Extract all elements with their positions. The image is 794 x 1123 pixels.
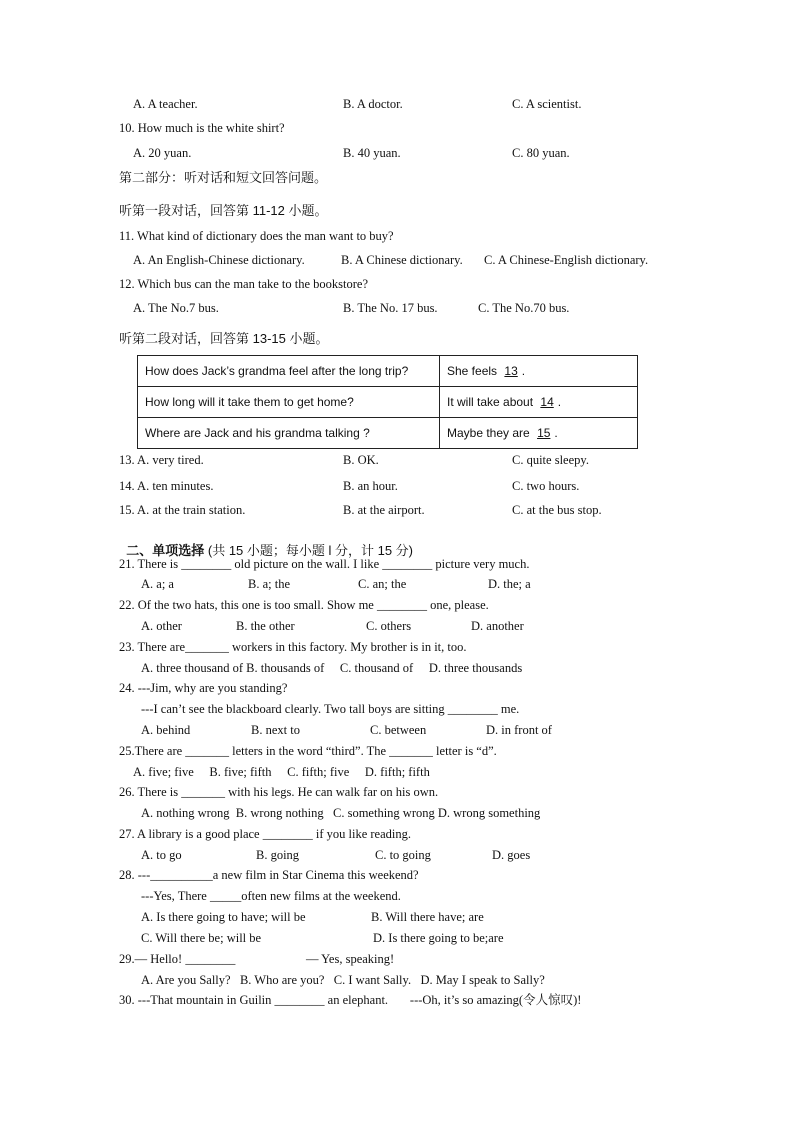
table-question: Where are Jack and his grandma talking ? (138, 418, 440, 449)
q28-option-c: C. Will there be; will be (141, 931, 262, 945)
q23-post: workers in this factory. My brother is in it, too. (228, 640, 467, 654)
q27-option-c: C. to going (375, 848, 431, 862)
q28-line2-post: often new films at the weekend. (241, 889, 401, 903)
q28-post: a new film in Star Cinema this weekend? (212, 868, 419, 882)
q27-option-a: A. to go (141, 848, 182, 862)
q10-option-c: C. 80 yuan. (512, 146, 570, 160)
section2-title: 二、单项选择 (126, 543, 205, 558)
q21-option-a: A. a; a (141, 577, 174, 591)
q26-stem (119, 784, 438, 800)
q22-option-c: C. others (366, 619, 412, 633)
table-row (138, 418, 638, 449)
q21-blank2: ________ (382, 557, 433, 571)
q25-stem (119, 743, 497, 759)
q30-stem (119, 992, 581, 1008)
q10-option-a: A. 20 yuan. (133, 146, 192, 160)
q15-option-c: C. at the bus stop. (512, 503, 602, 517)
q14-option-b: B. an hour. (343, 479, 398, 493)
q9-option-c: C. A scientist. (512, 97, 582, 111)
q29-stem (119, 951, 235, 967)
q22-post: one, please. (426, 598, 489, 612)
q27-pre: 27. A library is a good place (119, 827, 263, 841)
q10-stem: 10. How much is the white shirt? (119, 121, 285, 135)
q13-option-a: 13. A. very tired. (119, 453, 204, 467)
part2-title: 第二部分：听对话和短文回答问题。 (119, 170, 328, 185)
table-row (138, 356, 638, 387)
q13-option-c: C. quite sleepy. (512, 453, 589, 467)
q26-pre: 26. There is (119, 785, 182, 799)
q12-stem: 12. Which bus can the man take to the bookstore? (119, 277, 369, 291)
q12-option-a: A. The No.7 bus. (133, 301, 219, 315)
answer-text: Maybe they are (447, 426, 530, 440)
answer-text: She feels (447, 364, 498, 378)
q11-stem: 11. What kind of dictionary does the man want to buy? (119, 229, 394, 243)
table-answer (440, 387, 638, 418)
q24-line2-text: ---I can’t see the blackboard clearly. Two tall boys are sitting (141, 702, 448, 716)
q29-blank1: ________ (185, 952, 236, 966)
q25-blank1: _______ (185, 744, 230, 758)
q28-stem (119, 867, 419, 883)
q10-option-b: B. 40 yuan. (343, 146, 401, 160)
q27-blank1: ________ (262, 827, 313, 841)
q29-options: A. Are you Sally? B. Who are you? C. I want Sally. D. May I speak to Sally? (141, 973, 545, 987)
q21-mid: old picture on the wall. I like (231, 557, 383, 571)
q24-stem: 24. ---Jim, why are you standing? (119, 681, 288, 695)
q28-blank1: __________ (150, 868, 213, 882)
q21-blank1: ________ (181, 557, 232, 571)
q28-option-d: D. Is there going to be;are (373, 931, 504, 945)
section2-note: (共 15 小题；每小题 l 分，计 15 分) (207, 543, 414, 558)
q28-pre: 28. --- (119, 868, 151, 882)
answer-end: . (557, 395, 562, 409)
q25-blank2: _______ (389, 744, 433, 758)
q28-option-a: A. Is there going to have; will be (141, 910, 306, 924)
q28-blank2: _____ (209, 889, 242, 903)
q22-option-b: B. the other (236, 619, 295, 633)
q29-pre: 29.— Hello! (119, 952, 186, 966)
q27-post: if you like reading. (312, 827, 411, 841)
answer-end: . (554, 426, 558, 440)
q15-option-b: B. at the airport. (343, 503, 425, 517)
q24-line2 (141, 701, 519, 717)
answer-blank-15: 15 (537, 426, 551, 440)
q22-blank1: ________ (376, 598, 427, 612)
q25-options: A. five; five B. five; fifth C. fifth; five D. fifth; fifth (133, 765, 430, 779)
q27-option-b: B. going (256, 848, 300, 862)
q27-option-d: D. goes (492, 848, 531, 862)
q21-stem (119, 556, 529, 572)
q23-pre: 23. There are (119, 640, 186, 654)
q13-option-b: B. OK. (343, 453, 379, 467)
q30-post: an elephant. ---Oh, it’s so amazing(令人惊叹)! (324, 993, 582, 1007)
q26-post: with his legs. He can walk far on his own. (225, 785, 439, 799)
q21-option-c: C. an; the (358, 577, 407, 591)
q25-post: letter is “d”. (432, 744, 497, 758)
q28-line2-pre: ---Yes, There (141, 889, 210, 903)
table-answer (440, 418, 638, 449)
table-row (138, 387, 638, 418)
q24-blank1: ________ (447, 702, 498, 716)
q14-option-c: C. two hours. (512, 479, 580, 493)
listening-table (137, 355, 638, 449)
q21-post: picture very much. (432, 557, 530, 571)
dialog1-title: 听第一段对话，回答第 11-12 小题。 (119, 203, 328, 218)
q21-pre: 21. There is (119, 557, 182, 571)
q28-option-b: B. Will there have; are (371, 910, 484, 924)
q12-option-b: B. The No. 17 bus. (343, 301, 438, 315)
q25-pre: 25.There are (119, 744, 186, 758)
q27-stem (119, 826, 411, 842)
q14-option-a: 14. A. ten minutes. (119, 479, 214, 493)
answer-blank-14: 14 (540, 395, 554, 409)
q11-option-c: C. A Chinese-English dictionary. (484, 253, 649, 267)
q24-option-d: D. in front of (486, 723, 552, 737)
table-answer (440, 356, 638, 387)
q11-option-b: B. A Chinese dictionary. (341, 253, 463, 267)
q24-option-a: A. behind (141, 723, 191, 737)
q21-option-b: B. a; the (248, 577, 291, 591)
table-question: How long will it take them to get home? (138, 387, 440, 418)
q22-stem (119, 597, 489, 613)
answer-blank-13: 13 (504, 364, 518, 378)
q24-option-b: B. next to (251, 723, 300, 737)
q24-option-c: C. between (370, 723, 427, 737)
q29-reply: — Yes, speaking! (306, 952, 395, 966)
section2-heading (119, 527, 413, 559)
q11-option-a: A. An English-Chinese dictionary. (133, 253, 305, 267)
q22-option-a: A. other (141, 619, 182, 633)
q23-options: A. three thousand of B. thousands of C. thousand of D. three thousands (141, 661, 523, 675)
q26-options: A. nothing wrong B. wrong nothing C. something wrong D. wrong something (141, 806, 541, 820)
q9-option-a: A. A teacher. (133, 97, 198, 111)
answer-end: . (521, 364, 526, 378)
dialog2-title: 听第二段对话，回答第 13-15 小题。 (119, 331, 329, 346)
q23-blank1: _______ (185, 640, 229, 654)
q26-blank1: _______ (181, 785, 226, 799)
q28-line2 (141, 888, 401, 904)
q30-pre: 30. ---That mountain in Guilin (119, 993, 275, 1007)
q15-option-a: 15. A. at the train station. (119, 503, 246, 517)
q21-option-d: D. the; a (488, 577, 531, 591)
q30-blank1: ________ (274, 993, 325, 1007)
q22-pre: 22. Of the two hats, this one is too small. Show me (119, 598, 377, 612)
q9-option-b: B. A doctor. (343, 97, 403, 111)
table-question: How does Jack’s grandma feel after the long trip? (138, 356, 440, 387)
q12-option-c: C. The No.70 bus. (478, 301, 570, 315)
answer-text: It will take about (447, 395, 534, 409)
q23-stem (119, 639, 467, 655)
q25-mid: letters in the word “third”. The (229, 744, 390, 758)
q24-post: me. (497, 702, 520, 716)
q22-option-d: D. another (471, 619, 524, 633)
